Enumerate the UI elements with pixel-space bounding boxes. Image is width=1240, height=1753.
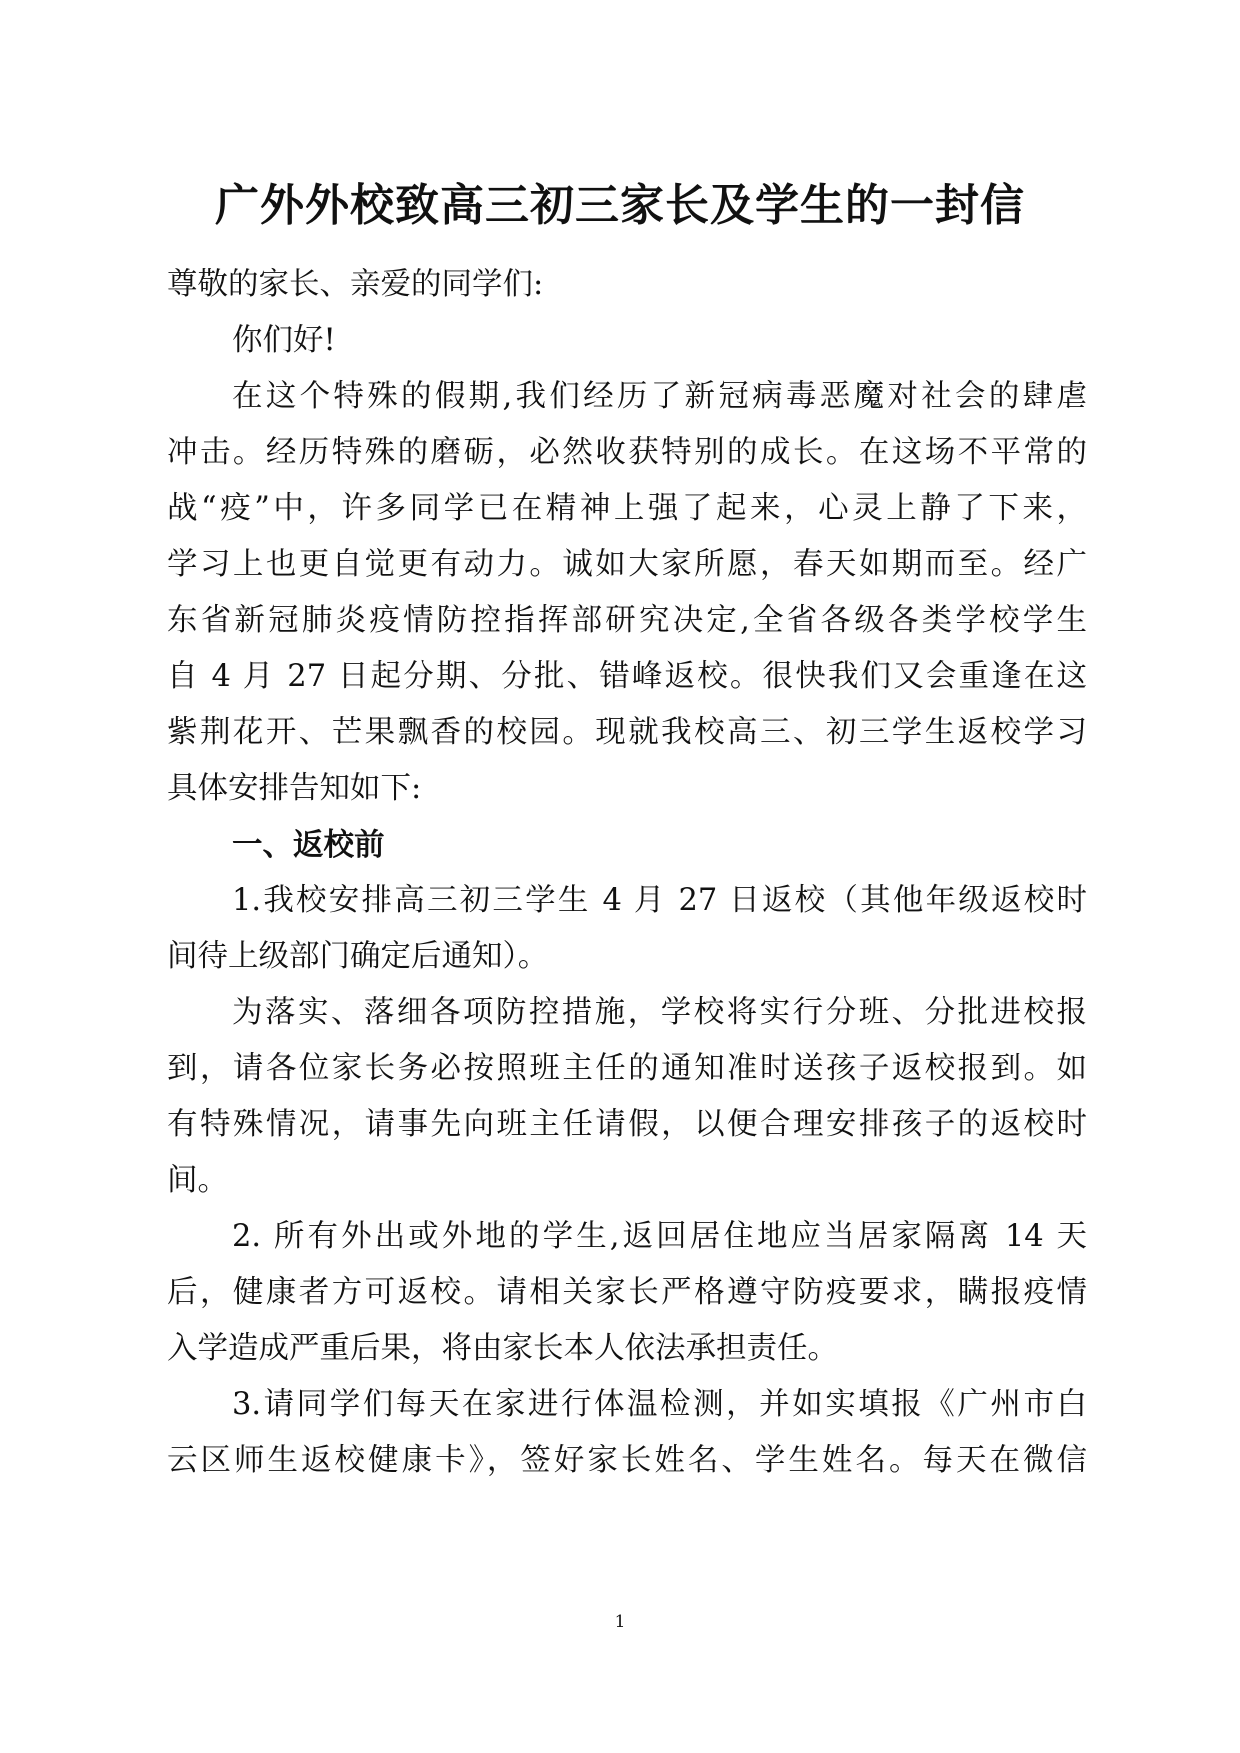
intro-line-6: 自 4 月 27 日起分期、分批、错峰返校。很快我们又会重逢在这 (167, 659, 1087, 694)
item1b-line-1: 为落实、落细各项防控措施，学校将实行分班、分批进校报 (232, 995, 1087, 1030)
item2-line-1: 2. 所有外出或外地的学生,返回居住地应当居家隔离 14 天 (232, 1219, 1087, 1254)
greeting: 你们好! (232, 323, 336, 358)
item1b-line-2: 到，请各位家长务必按照班主任的通知准时送孩子返校报到。如 (167, 1051, 1087, 1086)
item2-line-2: 后，健康者方可返校。请相关家长严格遵守防疫要求，瞒报疫情 (167, 1275, 1087, 1310)
section-heading: 一、返校前 (232, 827, 385, 863)
intro-line-2: 冲击。经历特殊的磨砺，必然收获特别的成长。在这场不平常的 (167, 435, 1087, 470)
intro-line-7: 紫荆花开、芒果飘香的校园。现就我校高三、初三学生返校学习 (167, 715, 1087, 750)
intro-line-1: 在这个特殊的假期,我们经历了新冠病毒恶魔对社会的肆虐 (232, 379, 1087, 414)
item1b-line-3: 有特殊情况，请事先向班主任请假，以便合理安排孩子的返校时 (167, 1107, 1087, 1142)
item1-line-2: 间待上级部门确定后通知）。 (167, 939, 549, 974)
intro-line-4: 学习上也更自觉更有动力。诚如大家所愿，春天如期而至。经广 (167, 547, 1087, 582)
letter-title: 广外外校致高三初三家长及学生的一封信 (215, 180, 1025, 231)
salutation: 尊敬的家长、亲爱的同学们: (167, 267, 544, 302)
item2-line-3: 入学造成严重后果，将由家长本人依法承担责任。 (167, 1331, 838, 1366)
item1-line-1: 1.我校安排高三初三学生 4 月 27 日返校（其他年级返校时 (232, 883, 1087, 918)
item3-line-1: 3.请同学们每天在家进行体温检测，并如实填报《广州市白 (232, 1387, 1087, 1422)
intro-line-8: 具体安排告知如下: (167, 771, 422, 806)
intro-line-3: 战“疫”中，许多同学已在精神上强了起来，心灵上静了下来， (167, 491, 1087, 526)
item3-line-2: 云区师生返校健康卡》，签好家长姓名、学生姓名。每天在微信 (167, 1443, 1087, 1478)
page-number: 1 (614, 1612, 626, 1632)
intro-line-5: 东省新冠肺炎疫情防控指挥部研究决定,全省各级各类学校学生 (167, 603, 1087, 638)
item1b-line-4: 间。 (167, 1163, 228, 1198)
